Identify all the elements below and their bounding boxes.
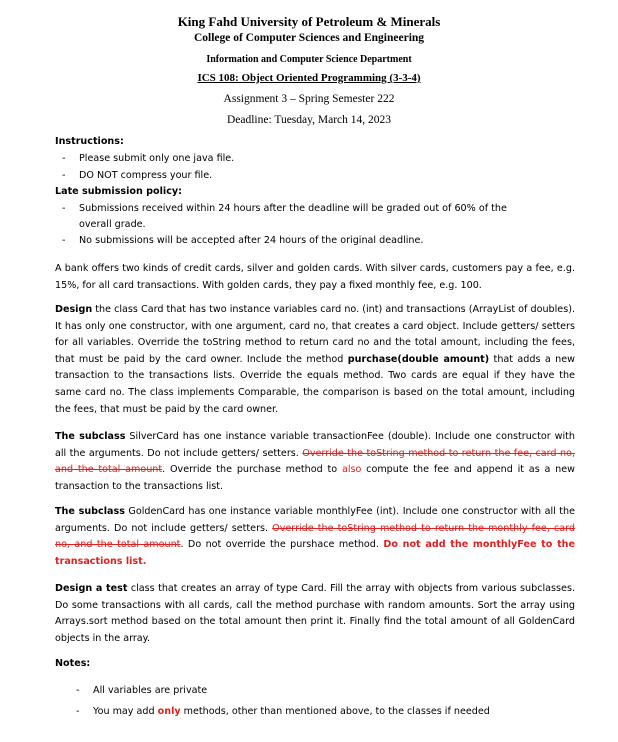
college-name: College of Computer Sciences and Engineering xyxy=(193,32,425,44)
late-policy-item-cont: overall grade. xyxy=(79,219,146,230)
golden-note: Do not add the monthlyFee to the transactions list. xyxy=(55,539,575,567)
golden-struck-text: Override the toString method to return the monthly fee, card no, and the total amount xyxy=(55,522,575,551)
university-name: King Fahd University of Petroleum & Minerals xyxy=(177,14,441,29)
assignment-title: Assignment 3 – Spring Semester 222 xyxy=(223,93,395,105)
silver-struck-text: Override the toString method to return the fee, card no, and the total amount xyxy=(55,447,575,476)
golden-lead: The subclass xyxy=(55,506,125,517)
test-text: class that creates an array of type Card. Fill the array with objects from various subclasses. Do some transactions with all cards, call the method purchase with random amounts. Sort the array using Arrays.sort method based on the total amount then print it. Finally find the total amount of all GoldenCard objects in the array. xyxy=(55,583,575,644)
silver-lead: The subclass xyxy=(55,431,126,442)
silver-text: SilverCard has one instance variable transactionFee (double). Include one constructor with all the arguments. Do not include getters/ setters. xyxy=(55,431,575,459)
note-item xyxy=(93,704,490,721)
card-lead: Design xyxy=(55,304,93,315)
course-title: ICS 108: Object Oriented Programming (3-3-4) xyxy=(197,72,421,84)
instructions-heading: Instructions: xyxy=(55,136,124,147)
notes-heading: Notes: xyxy=(55,658,91,669)
note-only: only xyxy=(157,706,181,717)
note-text-2: methods, other than mentioned above, to the classes if needed xyxy=(180,706,490,717)
bullet: - xyxy=(62,153,66,164)
card-text: the class Card that has two instance variables card no. (int) and transactions (ArrayList of doubles). It has only one constructor, with one argument, card no, that creates a card object. Include getters/ setters for all variables. Override the toString method to return card no and the total amount, including the fees, that must be paid by the card owner. Include the method xyxy=(55,304,575,365)
golden-text: GoldenCard has one instance variable monthlyFee (int). Include one constructor with all the arguments. Do not include getters/ setters. xyxy=(55,506,575,534)
golden-text-2: . Do not override the purshace method. xyxy=(180,539,384,551)
late-policy-item: Submissions received within 24 hours after the deadline will be graded out of 60% of the xyxy=(79,203,507,214)
note-item: All variables are private xyxy=(93,685,208,696)
test-lead: Design a test xyxy=(55,583,128,594)
silver-card-paragraph xyxy=(55,429,575,495)
bullet: - xyxy=(62,203,66,214)
bullet: - xyxy=(62,235,66,246)
card-class-paragraph xyxy=(55,302,575,418)
department-name: Information and Computer Science Department xyxy=(206,54,412,65)
card-text-2: that adds a new transaction to the transactions lists. Override the equals method. Two cards are equal if they have the same card no. The class implements Comparable, the comparison is based on the total amount, including the fees, that must be paid by the card owner. xyxy=(55,353,575,415)
instruction-item: DO NOT compress your file. xyxy=(79,170,213,181)
test-class-paragraph xyxy=(55,581,575,647)
deadline: Deadline: Tuesday, March 14, 2023 xyxy=(226,114,392,126)
golden-card-paragraph xyxy=(55,504,575,570)
instruction-item: Please submit only one java file. xyxy=(79,153,235,164)
silver-text-2: . Override the purchase method to xyxy=(162,464,342,476)
bullet: - xyxy=(76,706,80,717)
silver-text-3: compute the fee and append it as a new transaction to the transactions list. xyxy=(55,464,575,492)
bullet: - xyxy=(76,685,80,696)
late-policy-heading: Late submission policy: xyxy=(55,186,182,197)
intro-paragraph: A bank offers two kinds of credit cards, silver and golden cards. With silver cards, customers pay a fee, e.g. 15%, for all card transactions. With golden cards, they pay a fixed monthly fee, e.g. 100. xyxy=(55,263,575,291)
note-text: You may add xyxy=(93,706,158,717)
silver-also: also xyxy=(341,464,362,476)
late-policy-item: No submissions will be accepted after 24 hours of the original deadline. xyxy=(79,235,424,246)
purchase-method: purchase(double amount) xyxy=(347,353,490,365)
bullet: - xyxy=(62,170,66,181)
